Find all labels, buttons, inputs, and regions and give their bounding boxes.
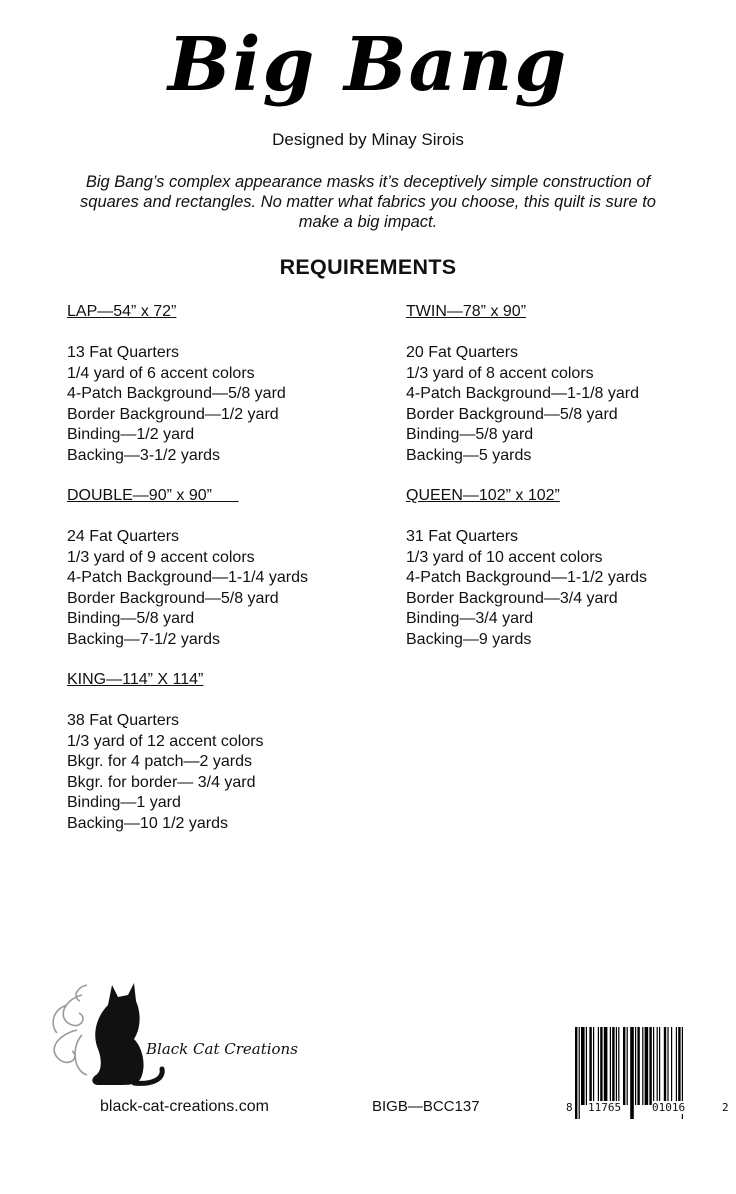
list-item: Backing—5 yards [406,446,532,464]
list-item: 4-Patch Background—1-1/2 yards [406,569,648,586]
list-item: Border Background—3/4 yard [406,589,618,607]
designer-credit: Designed by Minay Sirois [272,130,464,149]
swirl-decoration-icon [53,985,87,1075]
barcode-bar [649,1027,651,1105]
barcode-bar [637,1027,639,1105]
barcode-bar [642,1027,643,1105]
barcode-digit-lead: 8 [566,1101,573,1114]
barcode-bar [623,1027,625,1105]
barcode-bar [598,1027,599,1105]
barcode-bar [676,1027,677,1105]
black-cat-logo [42,975,302,1095]
barcode-bar [618,1027,619,1105]
barcode-bar [600,1027,602,1105]
barcode-bar [581,1027,585,1105]
barcode-digit-check: 2 [722,1101,729,1114]
list-item: 1/3 yard of 9 accent colors [67,548,255,566]
list-item: 13 Fat Quarters [67,344,180,361]
section-king [67,670,308,834]
list-item: 31 Fat Quarters [406,528,519,545]
list-item: 1/3 yard of 10 accent colors [406,548,603,566]
barcode-bar [645,1027,649,1105]
list-item: 38 Fat Quarters [67,712,180,729]
list-item: 20 Fat Quarters [406,344,519,361]
list-item: Binding—3/4 yard [406,610,534,627]
section-double [67,486,308,650]
section-title-twin: TWIN—78” x 90” [406,303,527,320]
list-item: Bkgr. for border— 3/4 yard [67,773,256,791]
list-item: 1/3 yard of 8 accent colors [406,364,594,382]
section-queen [406,486,647,650]
barcode-bar [657,1027,658,1105]
list-item: Backing—9 yards [406,630,532,648]
pattern-title: Big Bang [167,22,569,108]
right-column [406,302,647,670]
intro-paragraph: Big Bang’s complex appearance masks it’s deceptively simple construction of squares and rectangles. No matter what fabrics you choose, this quilt is sure to make a big impact. [80,173,656,231]
list-item: 4-Patch Background—5/8 yard [67,385,286,402]
section-title-double: DOUBLE—90” x 90” [67,487,239,504]
barcode-bar [627,1027,628,1105]
barcode-bar [593,1027,594,1105]
barcode-bar [575,1027,577,1119]
section-title-queen: QUEEN—102” x 102” [406,487,560,504]
barcode-bar [653,1027,654,1105]
barcode-bar [667,1027,668,1105]
product-code: BIGB—BCC137 [372,1098,480,1115]
requirements-heading: REQUIREMENTS [279,255,457,279]
barcode-bar [630,1027,634,1119]
barcode-bar [586,1027,587,1105]
list-item: 1/3 yard of 12 accent colors [67,732,264,750]
barcode-bar [678,1027,680,1105]
barcode-bar [664,1027,666,1105]
barcode-bar [671,1027,672,1105]
list-item: Bkgr. for 4 patch—2 yards [67,753,252,770]
list-item: 4-Patch Background—1-1/4 yards [67,569,309,586]
list-item: Binding—1/2 yard [67,426,195,443]
section-title-king: KING—114” X 114” [67,671,204,688]
barcode-bar [659,1027,660,1105]
barcode-bar [579,1027,580,1119]
barcode-bar [616,1027,617,1105]
list-item: Backing—3-1/2 yards [67,446,220,464]
list-item: Binding—5/8 yard [406,426,534,443]
list-item: Backing—7-1/2 yards [67,630,220,648]
list-item: Border Background—5/8 yard [406,405,618,423]
barcode-bar [610,1027,611,1105]
logo-text: Black Cat Creations [146,1040,298,1058]
list-item: Binding—5/8 yard [67,610,195,627]
barcode-bar [589,1027,591,1105]
barcode-bar [635,1027,636,1105]
cat-silhouette-icon [92,983,143,1085]
barcode-digits-right: 01016 [652,1101,686,1114]
website-url: black-cat-creations.com [100,1098,269,1115]
list-item: 4-Patch Background—1-1/8 yard [406,385,640,402]
list-item: Backing—10 1/2 yards [67,814,228,832]
barcode-digits-left: 11765 [588,1101,622,1114]
list-item: 1/4 yard of 6 accent colors [67,364,255,382]
section-title-lap: LAP—54” x 72” [67,303,177,320]
barcode-bar [604,1027,608,1105]
left-column [67,302,308,854]
list-item: 24 Fat Quarters [67,528,180,545]
list-item: Border Background—5/8 yard [67,589,279,607]
barcode-bar [612,1027,614,1105]
list-item: Binding—1 yard [67,794,181,811]
list-item: Border Background—1/2 yard [67,405,279,423]
section-twin [406,302,647,466]
section-lap [67,302,308,466]
